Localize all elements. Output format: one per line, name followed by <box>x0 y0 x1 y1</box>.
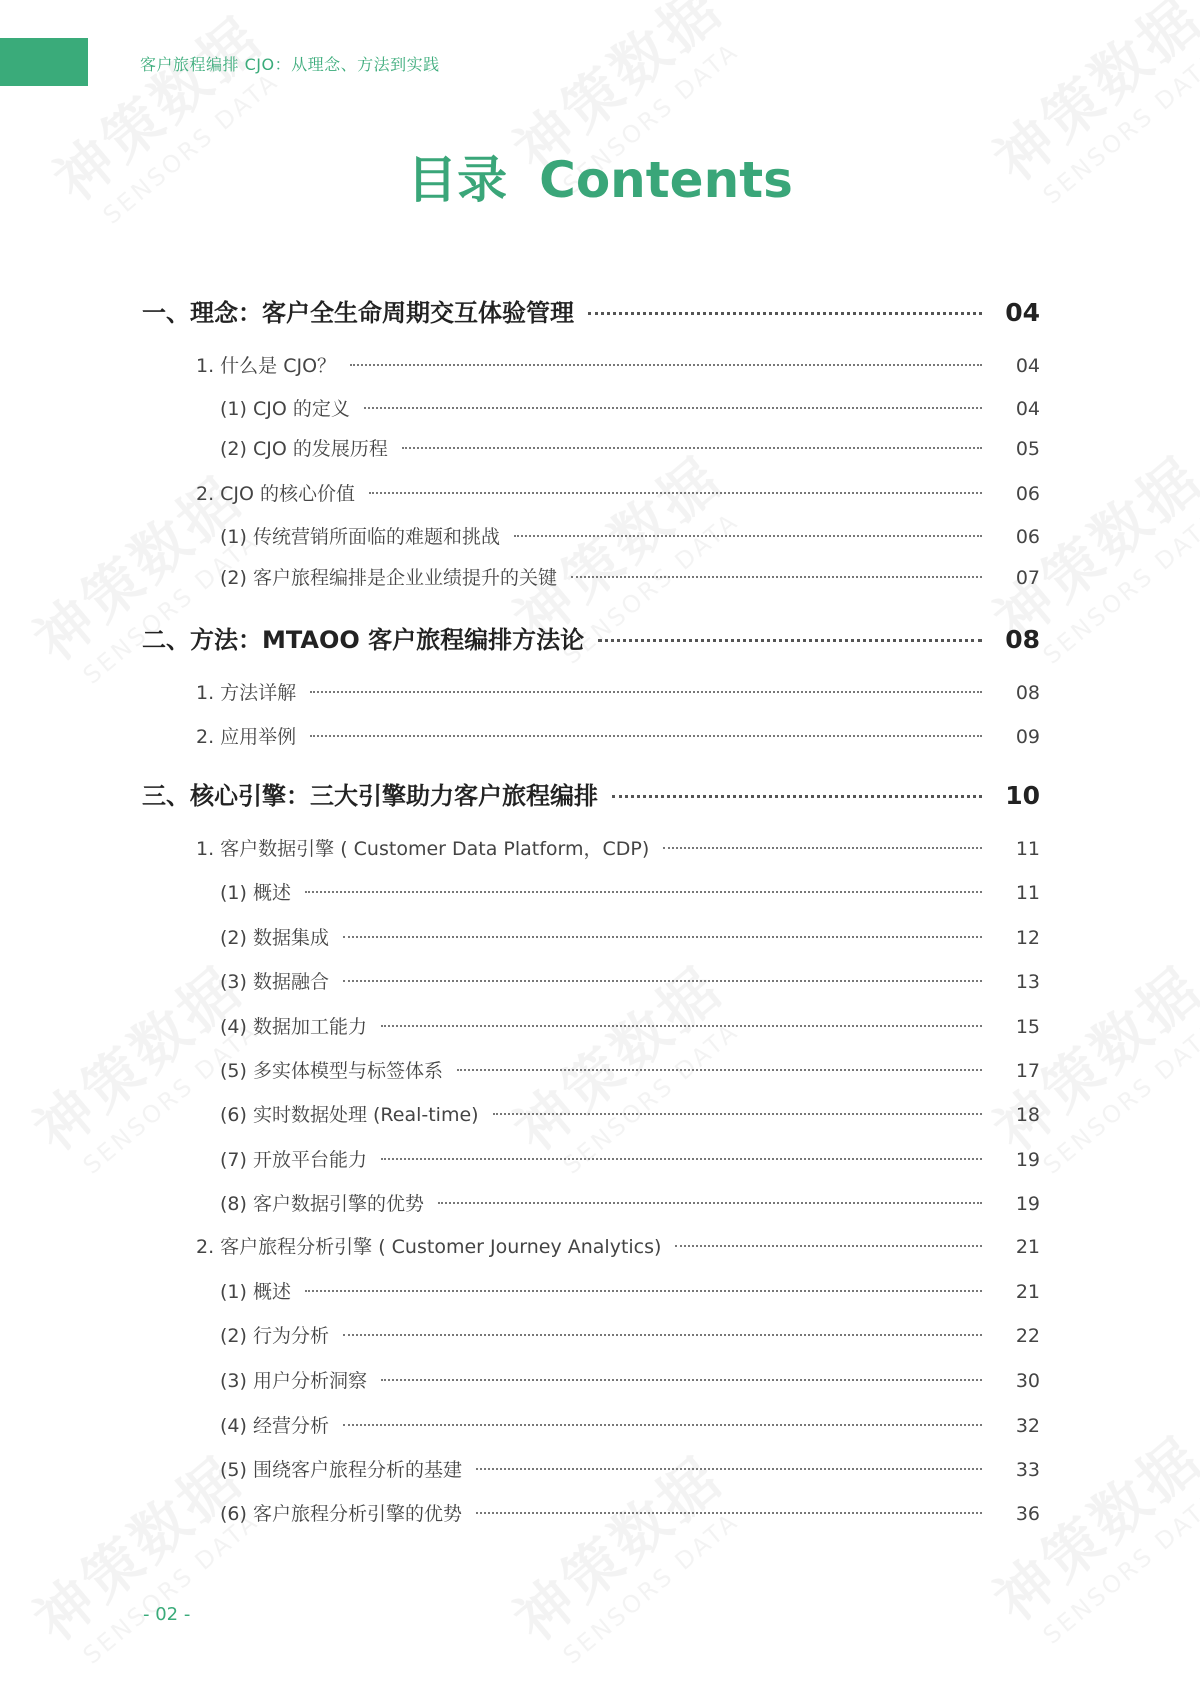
toc-entry[interactable] <box>220 434 1040 461</box>
toc-entry-page: 32 <box>1015 1415 1040 1437</box>
toc-entry[interactable] <box>220 1321 1040 1348</box>
toc-entry-page: 11 <box>1015 882 1040 904</box>
dot-leader <box>514 535 982 537</box>
dot-leader <box>402 447 982 449</box>
toc-entry-label: (1) CJO 的定义 <box>220 398 350 420</box>
dot-leader <box>310 735 982 737</box>
toc-entry-page: 13 <box>1015 971 1040 993</box>
toc-entry-label: 2. CJO 的核心价值 <box>196 483 356 505</box>
toc-entry-label: (3) 数据融合 <box>220 971 329 993</box>
toc-entry-label: (5) 围绕客户旅程分析的基建 <box>220 1459 462 1481</box>
toc-entry-page: 08 <box>1015 682 1040 704</box>
toc-entry[interactable] <box>196 834 1040 861</box>
dot-leader <box>457 1069 982 1071</box>
toc-entry-label: 三、核心引擎：三大引擎助力客户旅程编排 <box>142 782 598 810</box>
toc-entry-label: (2) CJO 的发展历程 <box>220 438 388 460</box>
toc-entry[interactable] <box>220 522 1040 549</box>
toc-entry-label: (2) 客户旅程编排是企业业绩提升的关键 <box>220 567 557 589</box>
page-number: - 02 - <box>143 1604 191 1625</box>
toc-entry[interactable] <box>196 1232 1040 1259</box>
toc-entry-page: 19 <box>1015 1149 1040 1171</box>
toc-entry[interactable] <box>142 293 1040 328</box>
header-title: 客户旅程编排 CJO：从理念、方法到实践 <box>140 55 440 74</box>
toc-entry[interactable] <box>142 776 1040 811</box>
toc-entry-label: (5) 多实体模型与标签体系 <box>220 1060 443 1082</box>
dot-leader <box>305 891 982 893</box>
toc-entry-page: 09 <box>1015 726 1040 748</box>
toc-entry[interactable] <box>220 1145 1040 1172</box>
toc-entry-label: (8) 客户数据引擎的优势 <box>220 1193 424 1215</box>
toc-entry-label: (2) 数据集成 <box>220 927 329 949</box>
dot-leader <box>310 691 982 693</box>
page-title-en: Contents <box>539 151 793 209</box>
toc-entry-label: 1. 方法详解 <box>196 682 297 704</box>
toc-entry[interactable] <box>220 563 1040 590</box>
toc-entry-label: (6) 客户旅程分析引擎的优势 <box>220 1503 462 1525</box>
toc-entry-label: (6) 实时数据处理 (Real-time) <box>220 1104 479 1126</box>
dot-leader <box>493 1113 982 1115</box>
toc-entry-label: (4) 数据加工能力 <box>220 1016 367 1038</box>
toc-entry-page: 06 <box>1015 483 1040 505</box>
toc-entry[interactable] <box>142 620 1040 655</box>
dot-leader <box>364 407 982 409</box>
page-title-cn: 目录 <box>407 151 508 209</box>
dot-leader <box>612 795 982 798</box>
toc-entry[interactable] <box>220 967 1040 994</box>
toc-entry-label: (2) 行为分析 <box>220 1325 329 1347</box>
dot-leader <box>598 639 982 642</box>
toc-entry-label: 1. 什么是 CJO？ <box>196 355 337 377</box>
toc-entry[interactable] <box>220 1012 1040 1039</box>
toc-entry-page: 04 <box>1015 398 1040 420</box>
dot-leader <box>476 1468 982 1470</box>
toc-entry[interactable] <box>220 1277 1040 1304</box>
toc-entry-page: 17 <box>1015 1060 1040 1082</box>
dot-leader <box>571 576 982 578</box>
toc-entry[interactable] <box>220 1366 1040 1393</box>
dot-leader <box>588 312 982 315</box>
toc-entry[interactable] <box>220 1411 1040 1438</box>
dot-leader <box>381 1379 982 1381</box>
toc-entry-page: 04 <box>1015 355 1040 377</box>
dot-leader <box>343 1334 982 1336</box>
toc-entry-page: 22 <box>1015 1325 1040 1347</box>
dot-leader <box>381 1158 982 1160</box>
toc-entry-label: 一、理念：客户全生命周期交互体验管理 <box>142 299 574 327</box>
toc-entry[interactable] <box>220 394 1040 421</box>
toc-entry-label: 1. 客户数据引擎 ( Customer Data Platform，CDP) <box>196 838 650 860</box>
toc-entry-page: 15 <box>1015 1016 1040 1038</box>
toc-entry[interactable] <box>220 1455 1040 1482</box>
toc-entry-page: 10 <box>1005 781 1040 810</box>
toc-entry-page: 21 <box>1015 1236 1040 1258</box>
toc-entry[interactable] <box>196 351 1040 378</box>
toc-entry-label: 二、方法：MTAOO 客户旅程编排方法论 <box>142 626 585 654</box>
toc-entry[interactable] <box>220 1056 1040 1083</box>
toc-entry[interactable] <box>220 923 1040 950</box>
toc-entry-page: 11 <box>1015 838 1040 860</box>
toc-entry-page: 19 <box>1015 1193 1040 1215</box>
toc-entry-label: (4) 经营分析 <box>220 1415 329 1437</box>
dot-leader <box>476 1512 982 1514</box>
toc-entry-page: 33 <box>1015 1459 1040 1481</box>
toc-entry-page: 36 <box>1015 1503 1040 1525</box>
toc-entry-page: 04 <box>1005 298 1040 327</box>
toc-entry[interactable] <box>196 479 1040 506</box>
toc-entry-page: 08 <box>1005 625 1040 654</box>
dot-leader <box>663 847 982 849</box>
toc-entry-page: 21 <box>1015 1281 1040 1303</box>
toc-entry-page: 12 <box>1015 927 1040 949</box>
dot-leader <box>369 492 982 494</box>
toc-entry[interactable] <box>196 722 1040 749</box>
dot-leader <box>343 1424 982 1426</box>
dot-leader <box>343 980 982 982</box>
toc-entry[interactable] <box>220 1189 1040 1216</box>
toc-entry[interactable] <box>220 878 1040 905</box>
toc-entry[interactable] <box>220 1100 1040 1127</box>
dot-leader <box>350 364 982 366</box>
dot-leader <box>343 936 982 938</box>
dot-leader <box>305 1290 982 1292</box>
toc-entry-page: 05 <box>1015 438 1040 460</box>
toc-entry[interactable] <box>196 678 1040 705</box>
toc-entry-page: 18 <box>1015 1104 1040 1126</box>
dot-leader <box>381 1025 982 1027</box>
toc-entry-label: (7) 开放平台能力 <box>220 1149 367 1171</box>
dot-leader <box>675 1245 982 1247</box>
toc-entry-page: 06 <box>1015 526 1040 548</box>
toc-entry-label: (1) 概述 <box>220 882 291 904</box>
toc-entry-page: 07 <box>1015 567 1040 589</box>
toc-entry-label: (3) 用户分析洞察 <box>220 1370 367 1392</box>
toc-entry[interactable] <box>220 1499 1040 1526</box>
toc-entry-label: (1) 传统营销所面临的难题和挑战 <box>220 526 500 548</box>
toc-entry-label: (1) 概述 <box>220 1281 291 1303</box>
toc-entry-page: 30 <box>1015 1370 1040 1392</box>
toc-entry-label: 2. 应用举例 <box>196 726 297 748</box>
toc-entry-label: 2. 客户旅程分析引擎 ( Customer Journey Analytics) <box>196 1236 662 1258</box>
dot-leader <box>438 1202 982 1204</box>
